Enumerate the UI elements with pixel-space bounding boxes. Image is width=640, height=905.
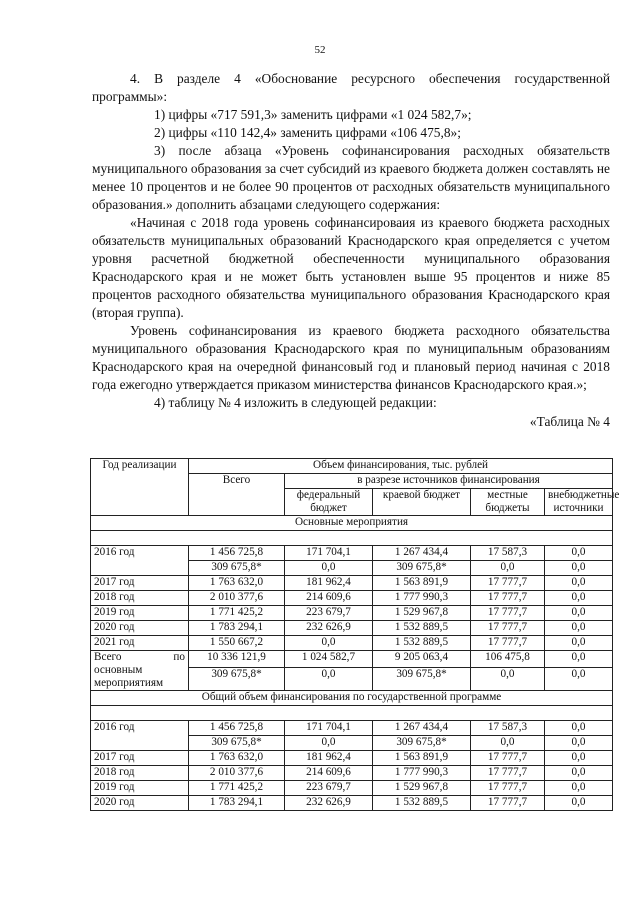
cell-federal: 181 962,4 [285, 576, 373, 591]
paragraph: 1) цифры «717 591,3» заменить цифрами «1 024 582,7»; [154, 107, 472, 122]
cell-federal: 223 679,7 [285, 781, 373, 796]
financing-table [90, 458, 620, 811]
table-row [91, 751, 613, 766]
cell-extra: 0,0 [545, 576, 613, 591]
table-row [91, 796, 613, 811]
paragraph: 4. В разделе 4 «Обоснование ресурсного обеспечения государственной программы»: [92, 71, 610, 104]
document-body [92, 70, 610, 431]
cell-local: 0,0 [471, 736, 545, 751]
cell-federal: 232 626,9 [285, 621, 373, 636]
year-cell: 2017 год [91, 751, 189, 766]
cell-extra: 0,0 [545, 721, 613, 736]
cell-local: 17 777,7 [471, 751, 545, 766]
paragraph: «Начиная с 2018 года уровень софинансироваия из краевого бюджета расходных обязательств муниципальных образований Краснодарского края определяется с учетом уровня расчетной бюджетной обеспеченности муниципального образования Краснодарского края и не может быть установлен выше 95 процентов и ниже 85 процентов расходного обязательства муниципального образования Краснодарского края (вторая группа). [92, 215, 610, 320]
cell-regional: 1 532 889,5 [373, 621, 471, 636]
cell-federal: 214 609,6 [285, 591, 373, 606]
cell-extra: 0,0 [545, 751, 613, 766]
cell-regional: 1 563 891,9 [373, 576, 471, 591]
cell-local: 17 777,7 [471, 606, 545, 621]
cell-federal: 232 626,9 [285, 796, 373, 811]
cell-total: 10 336 121,9 [189, 651, 285, 668]
paragraph: 3) после абзаца «Уровень софинансирования расходных обязательств муниципального образования за счет субсидий из краевого бюджета должен составлять не менее 10 процентов и не более 90 процентов от расходных обязательств муниципального образования.» дополнить абзацами следующего содержания: [92, 143, 610, 212]
cell-total: 2 010 377,6 [189, 766, 285, 781]
year-cell: 2021 год [91, 636, 189, 651]
cell-regional: 1 777 990,3 [373, 766, 471, 781]
header-regional: краевой бюджет [373, 489, 471, 516]
cell-local: 0,0 [471, 667, 545, 690]
cell-total: 1 763 632,0 [189, 751, 285, 766]
cell-total: 1 783 294,1 [189, 621, 285, 636]
header-federal: федеральный бюджет [285, 489, 373, 516]
cell-extra: 0,0 [545, 546, 613, 561]
year-cell: 2018 год [91, 766, 189, 781]
spacer-row [91, 706, 613, 721]
cell-total: 1 783 294,1 [189, 796, 285, 811]
header-local: местные бюджеты [471, 489, 545, 516]
header-extra: внебюджетные источники [545, 489, 613, 516]
cell-regional: 309 675,8* [373, 736, 471, 751]
table-row [91, 606, 613, 621]
spacer-row [91, 531, 613, 546]
cell-extra: 0,0 [545, 621, 613, 636]
cell-total: 2 010 377,6 [189, 591, 285, 606]
cell-regional: 1 777 990,3 [373, 591, 471, 606]
cell-extra: 0,0 [545, 636, 613, 651]
cell-extra: 0,0 [545, 591, 613, 606]
cell-regional: 1 267 434,4 [373, 546, 471, 561]
cell-extra: 0,0 [545, 651, 613, 668]
cell-extra: 0,0 [545, 667, 613, 690]
table-row [91, 546, 613, 561]
paragraph: 2) цифры «110 142,4» заменить цифрами «106 475,8»; [154, 125, 461, 140]
cell-total: 1 763 632,0 [189, 576, 285, 591]
cell-regional: 1 532 889,5 [373, 636, 471, 651]
table-row [91, 766, 613, 781]
table-row [91, 721, 613, 736]
cell-extra: 0,0 [545, 796, 613, 811]
cell-local: 17 777,7 [471, 766, 545, 781]
cell-federal: 0,0 [285, 636, 373, 651]
cell-local: 17 777,7 [471, 636, 545, 651]
section-title: Общий объем финансирования по государственной программе [91, 691, 613, 706]
year-cell: 2018 год [91, 591, 189, 606]
cell-regional: 1 532 889,5 [373, 796, 471, 811]
cell-total: 309 675,8* [189, 561, 285, 576]
year-cell: 2019 год [91, 781, 189, 796]
total-label: Всего по основным мероприятиям [91, 651, 189, 691]
year-cell: 2020 год [91, 796, 189, 811]
year-cell: 2020 год [91, 621, 189, 636]
cell-regional: 309 675,8* [373, 561, 471, 576]
year-cell: 2019 год [91, 606, 189, 621]
cell-local: 106 475,8 [471, 651, 545, 668]
cell-extra: 0,0 [545, 781, 613, 796]
table-row [91, 591, 613, 606]
cell-total: 1 550 667,2 [189, 636, 285, 651]
header-volume: Объем финансирования, тыс. рублей [189, 459, 613, 474]
header-year: Год реализации [91, 459, 189, 516]
cell-regional: 309 675,8* [373, 667, 471, 690]
table-row [91, 636, 613, 651]
cell-regional: 9 205 063,4 [373, 651, 471, 668]
cell-federal: 0,0 [285, 561, 373, 576]
cell-federal: 214 609,6 [285, 766, 373, 781]
cell-federal: 223 679,7 [285, 606, 373, 621]
cell-local: 17 587,3 [471, 721, 545, 736]
cell-regional: 1 563 891,9 [373, 751, 471, 766]
cell-local: 17 587,3 [471, 546, 545, 561]
cell-extra: 0,0 [545, 766, 613, 781]
paragraph: 4) таблицу № 4 изложить в следующей редакции: [154, 395, 437, 410]
cell-federal: 0,0 [285, 667, 373, 690]
cell-total: 309 675,8* [189, 736, 285, 751]
year-cell: 2017 год [91, 576, 189, 591]
cell-regional: 1 529 967,8 [373, 606, 471, 621]
cell-extra: 0,0 [545, 606, 613, 621]
header-breakdown: в разрезе источников финансирования [285, 474, 613, 489]
cell-federal: 1 024 582,7 [285, 651, 373, 668]
cell-regional: 1 267 434,4 [373, 721, 471, 736]
cell-federal: 181 962,4 [285, 751, 373, 766]
table-row [91, 781, 613, 796]
table-row [91, 621, 613, 636]
cell-local: 17 777,7 [471, 576, 545, 591]
cell-local: 17 777,7 [471, 796, 545, 811]
cell-total: 309 675,8* [189, 667, 285, 690]
section-title: Основные мероприятия [91, 516, 613, 531]
cell-regional: 1 529 967,8 [373, 781, 471, 796]
cell-extra: 0,0 [545, 561, 613, 576]
year-cell: 2016 год [91, 721, 189, 751]
paragraph: Уровень софинансирования из краевого бюджета расходного обязательства муниципального образования Краснодарского края по муниципальным образованиям Краснодарского края на очередной финансовый год и плановый период начиная с 2018 года ежегодно утверждается приказом министерства финансов Краснодарского края.»; [92, 323, 610, 392]
cell-local: 17 777,7 [471, 781, 545, 796]
cell-local: 17 777,7 [471, 621, 545, 636]
cell-total: 1 771 425,2 [189, 781, 285, 796]
cell-total: 1 771 425,2 [189, 606, 285, 621]
cell-federal: 0,0 [285, 736, 373, 751]
total-row [91, 651, 613, 668]
page-number: 52 [314, 44, 326, 56]
cell-total: 1 456 725,8 [189, 546, 285, 561]
cell-local: 17 777,7 [471, 591, 545, 606]
cell-extra: 0,0 [545, 736, 613, 751]
cell-total: 1 456 725,8 [189, 721, 285, 736]
cell-federal: 171 704,1 [285, 546, 373, 561]
cell-local: 0,0 [471, 561, 545, 576]
table-row [91, 576, 613, 591]
header-total: Всего [189, 474, 285, 516]
year-cell: 2016 год [91, 546, 189, 576]
table-caption: «Таблица № 4 [529, 414, 610, 429]
cell-federal: 171 704,1 [285, 721, 373, 736]
